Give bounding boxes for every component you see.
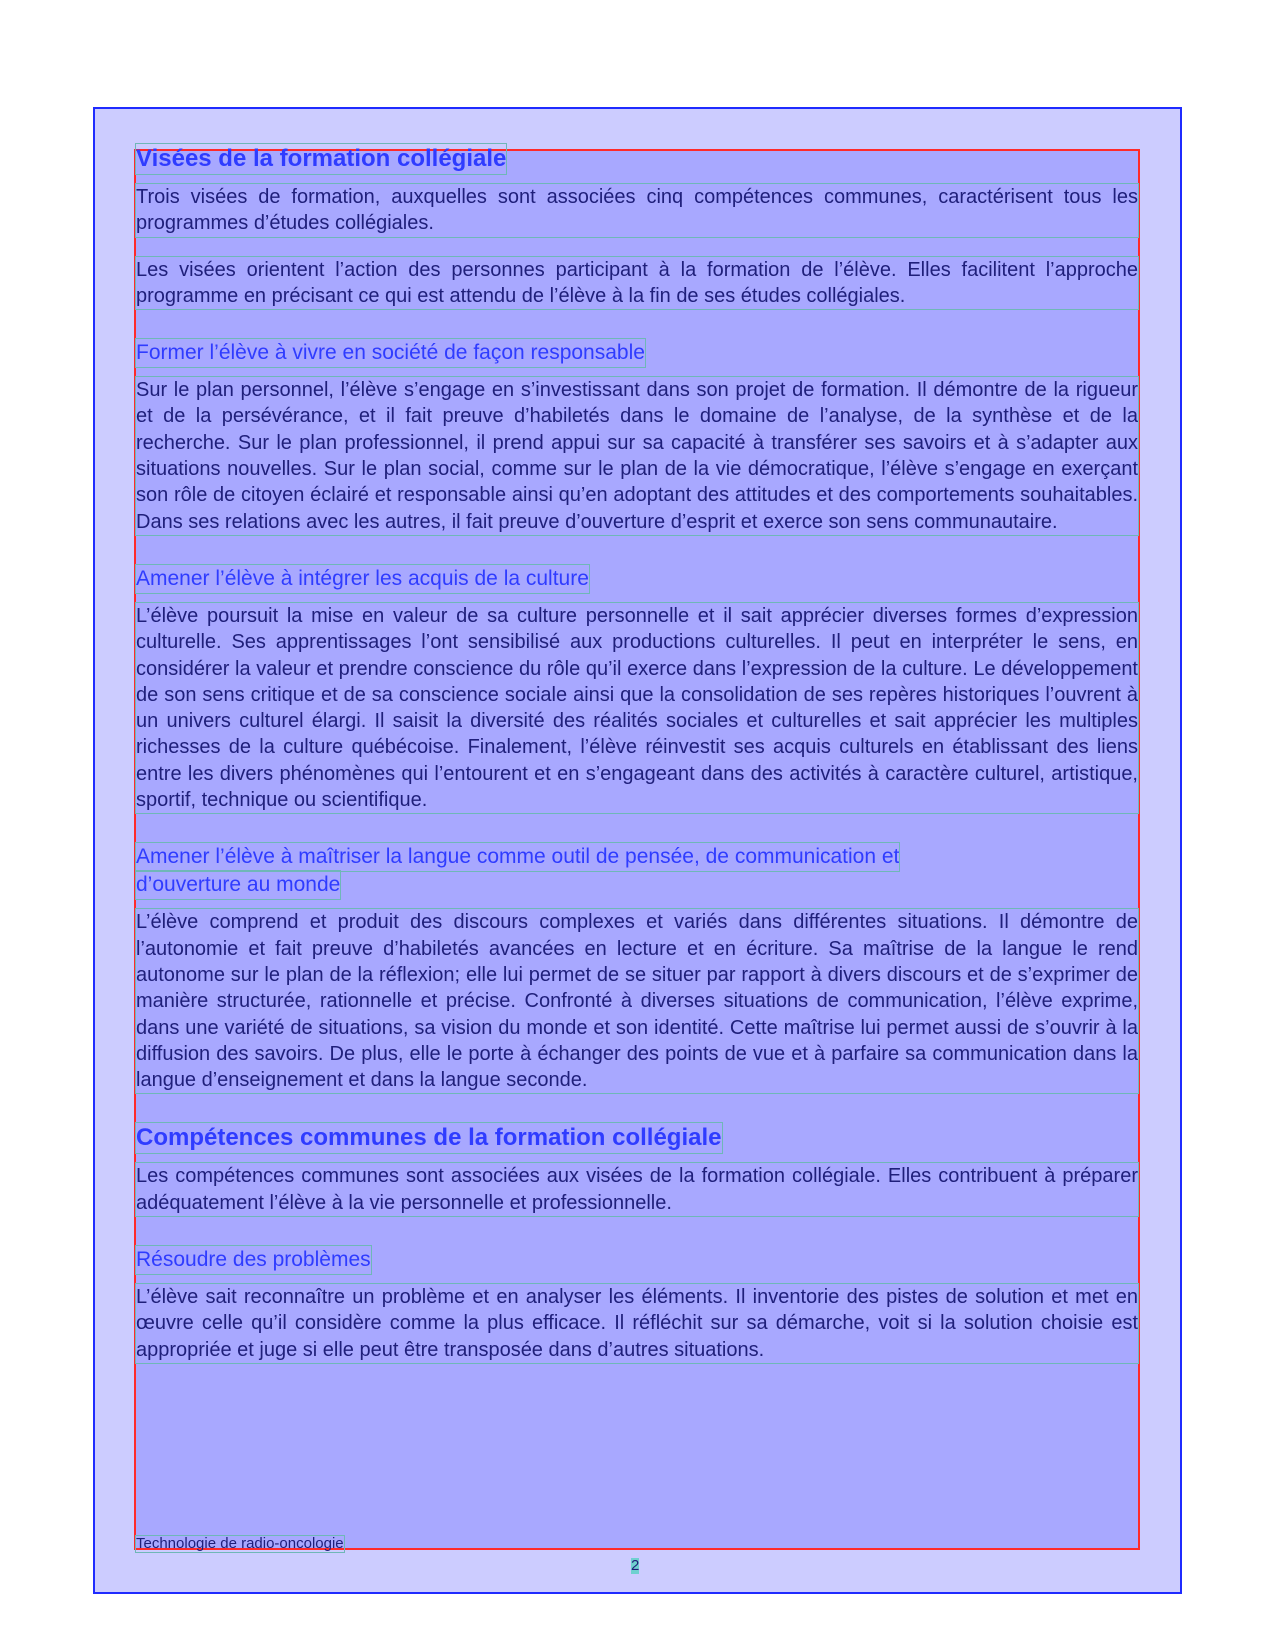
subsection-title-culture: Amener l’élève à intégrer les acquis de la culture [136, 565, 589, 593]
footer-program-name: Technologie de radio-oncologie [136, 1535, 344, 1552]
document-body [136, 144, 1138, 1363]
subsection-title-langue [136, 843, 1138, 899]
paragraph-visees-1: Trois visées de formation, auxquelles sont associées cinq compétences communes, caractérisent tous les programmes d’études collégiales. [136, 184, 1138, 237]
subsection-title-langue-line2: d’ouverture au monde [136, 871, 340, 899]
subsection-title-langue-line1: Amener l’élève à maîtriser la langue comme outil de pensée, de communication et [136, 843, 899, 871]
page-number: 2 [631, 1557, 640, 1574]
section-title-visees: Visées de la formation collégiale [136, 145, 507, 172]
subsection-title-resoudre: Résoudre des problèmes [136, 1246, 371, 1274]
paragraph-former: Sur le plan personnel, l’élève s’engage en s’investissant dans son projet de formation. Il démontre de la rigueur et de la persévérance, et il fait preuve d’habiletés dans le domaine de l’analyse, de la synthèse et de la recherche. Sur le plan professionnel, il prend appui sur sa capacité à transférer ses savoirs et à s’adapter aux situations nouvelles. Sur le plan social, comme sur le plan de la vie démocratique, l’élève s’engage en exerçant son rôle de citoyen éclairé et responsable ainsi qu’en adoptant des attitudes et des comportements souhaitables. Dans ses relations avec les autres, il fait preuve d’ouverture d’esprit et exerce son sens communautaire. [136, 377, 1138, 535]
subsection-title-former: Former l’élève à vivre en société de façon responsable [136, 339, 645, 367]
paragraph-culture: L’élève poursuit la mise en valeur de sa culture personnelle et il sait apprécier diverses formes d’expression culturelle. Ses apprentissages l’ont sensibilisé aux productions culturelles. Il peut en interpréter le sens, en considérer la valeur et prendre conscience du rôle qu’il exerce dans l’expression de la culture. Le développement de son sens critique et de sa conscience sociale ainsi que la consolidation de ses repères historiques l’ouvrent à un univers culturel élargi. Il saisit la diversité des réalités sociales et culturelles et sait apprécier les multiples richesses de la culture québécoise. Finalement, l’élève réinvestit ses acquis culturels en établissant des liens entre les divers phénomènes qui l’entourent et en s’engageant dans des activités à caractère culturel, artistique, sportif, technique ou scientifique. [136, 603, 1138, 813]
section-title-competences: Compétences communes de la formation collégiale [136, 1124, 722, 1152]
paragraph-visees-2: Les visées orientent l’action des personnes participant à la formation de l’élève. Elles facilitent l’approche programme en précisant ce qui est attendu de l’élève à la fin de ses études collégiales. [136, 257, 1138, 310]
paragraph-langue: L’élève comprend et produit des discours complexes et variés dans différentes situations. Il démontre de l’autonomie et fait preuve d’habiletés avancées en lecture et en écriture. Sa maîtrise de la langue le rend autonome sur le plan de la réflexion; elle lui permet de se situer par rapport à divers discours et de s’exprimer de manière structurée, rationnelle et précise. Confronté à diverses situations de communication, l’élève exprime, dans une variété de situations, sa vision du monde et son identité. Cette maîtrise lui permet aussi de s’ouvrir à la diffusion des savoirs. De plus, elle le porte à échanger des points de vue et à parfaire sa communication dans la langue d’enseignement et dans la langue seconde. [136, 909, 1138, 1093]
paragraph-competences: Les compétences communes sont associées aux visées de la formation collégiale. Elles contribuent à préparer adéquatement l’élève à la vie personnelle et professionnelle. [136, 1163, 1138, 1216]
paragraph-resoudre: L’élève sait reconnaître un problème et en analyser les éléments. Il inventorie des pistes de solution et met en œuvre celle qu’il considère comme la plus efficace. Il réfléchit sur sa démarche, voit si la solution choisie est appropriée et juge si elle peut être transposée dans d’autres situations. [136, 1284, 1138, 1363]
